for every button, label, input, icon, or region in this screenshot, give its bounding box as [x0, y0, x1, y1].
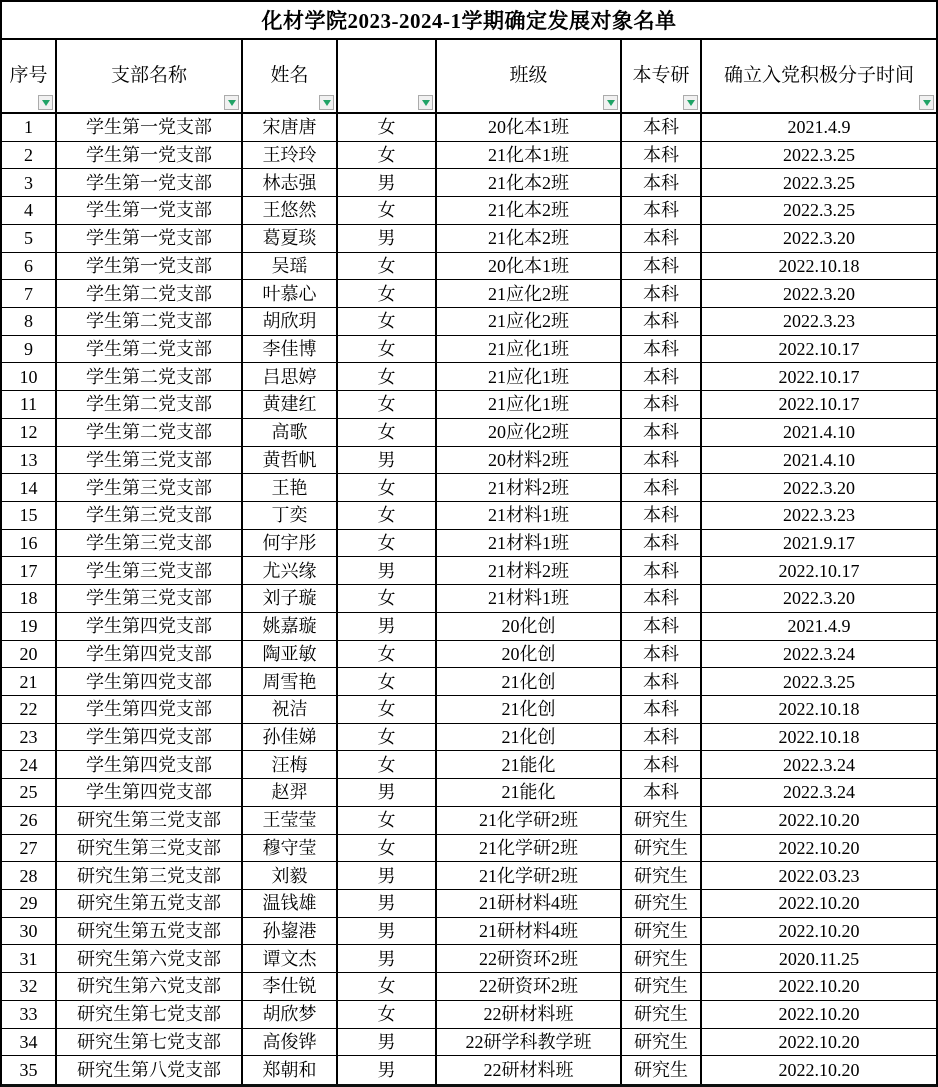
cell-date: 2022.10.20 — [702, 807, 936, 835]
cell-name: 高歌 — [243, 419, 338, 447]
cell-branch: 研究生第七党支部 — [57, 1001, 243, 1029]
cell-index: 5 — [2, 225, 57, 253]
cell-branch: 学生第一党支部 — [57, 169, 243, 197]
cell-class: 20化本1班 — [437, 114, 622, 142]
cell-gender: 女 — [338, 724, 437, 752]
cell-class: 21化本2班 — [437, 225, 622, 253]
cell-name: 王玲玲 — [243, 142, 338, 170]
cell-date: 2022.10.18 — [702, 253, 936, 281]
cell-branch: 学生第四党支部 — [57, 696, 243, 724]
page-title: 化材学院2023-2024-1学期确定发展对象名单 — [2, 2, 936, 40]
cell-name: 王艳 — [243, 474, 338, 502]
cell-date: 2022.3.25 — [702, 142, 936, 170]
cell-index: 9 — [2, 336, 57, 364]
cell-index: 7 — [2, 280, 57, 308]
cell-name: 刘毅 — [243, 862, 338, 890]
cell-level: 研究生 — [622, 862, 702, 890]
cell-index: 20 — [2, 641, 57, 669]
cell-class: 20应化2班 — [437, 419, 622, 447]
cell-branch: 研究生第三党支部 — [57, 835, 243, 863]
cell-date: 2022.3.25 — [702, 668, 936, 696]
cell-level: 本科 — [622, 225, 702, 253]
cell-level: 研究生 — [622, 918, 702, 946]
cell-gender: 女 — [338, 807, 437, 835]
cell-level: 本科 — [622, 142, 702, 170]
cell-level: 本科 — [622, 197, 702, 225]
cell-branch: 学生第一党支部 — [57, 114, 243, 142]
cell-branch: 研究生第三党支部 — [57, 862, 243, 890]
cell-level: 本科 — [622, 336, 702, 364]
column-header-label: 姓名 — [270, 64, 309, 86]
cell-date: 2022.3.20 — [702, 474, 936, 502]
cell-gender: 女 — [338, 363, 437, 391]
cell-gender: 男 — [338, 918, 437, 946]
cell-level: 本科 — [622, 779, 702, 807]
cell-name: 丁奕 — [243, 502, 338, 530]
cell-branch: 学生第二党支部 — [57, 308, 243, 336]
cell-branch: 学生第三党支部 — [57, 585, 243, 613]
cell-date: 2022.10.20 — [702, 835, 936, 863]
cell-level: 本科 — [622, 724, 702, 752]
cell-date: 2022.10.18 — [702, 724, 936, 752]
cell-class: 21材料1班 — [437, 585, 622, 613]
column-header-branch — [57, 40, 243, 112]
cell-class: 21化学研2班 — [437, 862, 622, 890]
cell-name: 宋唐唐 — [243, 114, 338, 142]
cell-index: 3 — [2, 169, 57, 197]
cell-date: 2022.3.24 — [702, 641, 936, 669]
cell-branch: 学生第一党支部 — [57, 142, 243, 170]
cell-gender: 男 — [338, 890, 437, 918]
cell-gender: 女 — [338, 530, 437, 558]
cell-date: 2022.10.20 — [702, 973, 936, 1001]
cell-date: 2021.4.10 — [702, 419, 936, 447]
filter-arrow-down-icon — [923, 100, 931, 106]
cell-branch: 学生第四党支部 — [57, 613, 243, 641]
cell-branch: 研究生第三党支部 — [57, 807, 243, 835]
cell-name: 陶亚敏 — [243, 641, 338, 669]
cell-branch: 学生第一党支部 — [57, 253, 243, 281]
cell-level: 本科 — [622, 363, 702, 391]
cell-gender: 女 — [338, 668, 437, 696]
filter-arrow-down-icon — [42, 100, 50, 106]
cell-gender: 男 — [338, 779, 437, 807]
cell-class: 21化学研2班 — [437, 835, 622, 863]
cell-level: 研究生 — [622, 890, 702, 918]
cell-level: 研究生 — [622, 945, 702, 973]
cell-class: 20化本1班 — [437, 253, 622, 281]
cell-level: 本科 — [622, 613, 702, 641]
cell-level: 本科 — [622, 419, 702, 447]
cell-class: 22研学科教学班 — [437, 1029, 622, 1057]
cell-index: 29 — [2, 890, 57, 918]
cell-branch: 学生第二党支部 — [57, 280, 243, 308]
cell-level: 本科 — [622, 474, 702, 502]
cell-level: 本科 — [622, 280, 702, 308]
cell-index: 35 — [2, 1056, 57, 1084]
cell-name: 周雪艳 — [243, 668, 338, 696]
column-header-label: 支部名称 — [110, 64, 187, 86]
cell-date: 2021.9.17 — [702, 530, 936, 558]
cell-branch: 研究生第五党支部 — [57, 918, 243, 946]
cell-name: 穆守莹 — [243, 835, 338, 863]
cell-branch: 学生第二党支部 — [57, 336, 243, 364]
cell-level: 研究生 — [622, 835, 702, 863]
cell-level: 本科 — [622, 391, 702, 419]
cell-gender: 女 — [338, 696, 437, 724]
cell-level: 本科 — [622, 114, 702, 142]
cell-class: 21材料1班 — [437, 530, 622, 558]
cell-name: 高俊铧 — [243, 1029, 338, 1057]
cell-name: 孙鋆港 — [243, 918, 338, 946]
cell-class: 21能化 — [437, 779, 622, 807]
cell-gender: 女 — [338, 751, 437, 779]
cell-date: 2022.3.20 — [702, 225, 936, 253]
cell-class: 21应化1班 — [437, 363, 622, 391]
cell-index: 1 — [2, 114, 57, 142]
cell-index: 10 — [2, 363, 57, 391]
cell-level: 本科 — [622, 668, 702, 696]
cell-class: 21能化 — [437, 751, 622, 779]
cell-class: 21材料2班 — [437, 474, 622, 502]
cell-name: 胡欣梦 — [243, 1001, 338, 1029]
filter-arrow-down-icon — [228, 100, 236, 106]
cell-class: 20化创 — [437, 613, 622, 641]
cell-date: 2022.3.25 — [702, 197, 936, 225]
cell-class: 21应化1班 — [437, 391, 622, 419]
cell-name: 李佳博 — [243, 336, 338, 364]
cell-branch: 学生第三党支部 — [57, 530, 243, 558]
cell-name: 赵羿 — [243, 779, 338, 807]
column-header-level — [622, 40, 702, 112]
cell-level: 本科 — [622, 585, 702, 613]
cell-class: 21化本2班 — [437, 197, 622, 225]
cell-class: 22研资环2班 — [437, 973, 622, 1001]
cell-level: 研究生 — [622, 1029, 702, 1057]
filter-dropdown-button[interactable] — [683, 95, 698, 110]
cell-class: 22研材料班 — [437, 1001, 622, 1029]
cell-branch: 研究生第六党支部 — [57, 945, 243, 973]
cell-name: 尤兴缘 — [243, 557, 338, 585]
cell-name: 黄建红 — [243, 391, 338, 419]
cell-name: 何宇彤 — [243, 530, 338, 558]
cell-branch: 学生第三党支部 — [57, 447, 243, 475]
cell-name: 刘子璇 — [243, 585, 338, 613]
cell-index: 18 — [2, 585, 57, 613]
cell-gender: 女 — [338, 197, 437, 225]
cell-date: 2021.4.9 — [702, 114, 936, 142]
filter-dropdown-button[interactable] — [224, 95, 239, 110]
filter-dropdown-button[interactable] — [319, 95, 334, 110]
cell-gender: 女 — [338, 1001, 437, 1029]
cell-index: 22 — [2, 696, 57, 724]
cell-index: 31 — [2, 945, 57, 973]
cell-gender: 女 — [338, 835, 437, 863]
cell-name: 姚嘉璇 — [243, 613, 338, 641]
cell-name: 李仕锐 — [243, 973, 338, 1001]
cell-branch: 学生第四党支部 — [57, 751, 243, 779]
cell-date: 2022.3.24 — [702, 779, 936, 807]
cell-date: 2022.10.20 — [702, 918, 936, 946]
cell-gender: 女 — [338, 502, 437, 530]
cell-branch: 学生第二党支部 — [57, 363, 243, 391]
cell-gender: 男 — [338, 613, 437, 641]
cell-level: 研究生 — [622, 1001, 702, 1029]
cell-branch: 学生第二党支部 — [57, 391, 243, 419]
cell-class: 20材料2班 — [437, 447, 622, 475]
cell-gender: 男 — [338, 557, 437, 585]
column-header-label: 确立入党积极分子时间 — [723, 64, 914, 86]
cell-class: 21化本1班 — [437, 142, 622, 170]
column-header-date — [702, 40, 936, 112]
cell-gender: 女 — [338, 641, 437, 669]
cell-date: 2022.3.24 — [702, 751, 936, 779]
column-header-label: 本专研 — [632, 64, 690, 86]
cell-class: 21材料1班 — [437, 502, 622, 530]
cell-index: 11 — [2, 391, 57, 419]
cell-class: 21研材料4班 — [437, 890, 622, 918]
cell-class: 21化创 — [437, 724, 622, 752]
cell-index: 25 — [2, 779, 57, 807]
header-row — [2, 40, 936, 114]
cell-branch: 学生第四党支部 — [57, 668, 243, 696]
cell-date: 2022.3.25 — [702, 169, 936, 197]
cell-name: 温钱雄 — [243, 890, 338, 918]
cell-branch: 研究生第五党支部 — [57, 890, 243, 918]
filter-arrow-down-icon — [607, 100, 615, 106]
cell-class: 22研资环2班 — [437, 945, 622, 973]
cell-name: 孙佳娣 — [243, 724, 338, 752]
cell-branch: 研究生第八党支部 — [57, 1056, 243, 1084]
cell-branch: 研究生第六党支部 — [57, 973, 243, 1001]
cell-gender: 男 — [338, 169, 437, 197]
cell-date: 2022.3.20 — [702, 280, 936, 308]
cell-class: 21化创 — [437, 696, 622, 724]
cell-index: 15 — [2, 502, 57, 530]
cell-level: 本科 — [622, 502, 702, 530]
cell-date: 2022.3.23 — [702, 502, 936, 530]
column-header-label: 班级 — [509, 64, 548, 86]
cell-index: 28 — [2, 862, 57, 890]
cell-level: 研究生 — [622, 1056, 702, 1084]
cell-branch: 学生第三党支部 — [57, 557, 243, 585]
cell-name: 吕思婷 — [243, 363, 338, 391]
cell-class: 21材料2班 — [437, 557, 622, 585]
cell-date: 2022.03.23 — [702, 862, 936, 890]
cell-name: 黄哲帆 — [243, 447, 338, 475]
filter-dropdown-button[interactable] — [38, 95, 53, 110]
cell-branch: 学生第二党支部 — [57, 419, 243, 447]
cell-index: 19 — [2, 613, 57, 641]
cell-level: 本科 — [622, 253, 702, 281]
cell-branch: 学生第一党支部 — [57, 225, 243, 253]
cell-date: 2022.10.17 — [702, 363, 936, 391]
cell-date: 2022.10.20 — [702, 890, 936, 918]
cell-name: 王悠然 — [243, 197, 338, 225]
cell-index: 6 — [2, 253, 57, 281]
cell-index: 17 — [2, 557, 57, 585]
cell-index: 21 — [2, 668, 57, 696]
cell-level: 本科 — [622, 169, 702, 197]
cell-gender: 男 — [338, 225, 437, 253]
cell-branch: 学生第四党支部 — [57, 641, 243, 669]
filter-dropdown-button[interactable] — [919, 95, 934, 110]
cell-gender: 男 — [338, 862, 437, 890]
cell-index: 14 — [2, 474, 57, 502]
cell-name: 胡欣玥 — [243, 308, 338, 336]
cell-gender: 男 — [338, 945, 437, 973]
cell-branch: 学生第三党支部 — [57, 474, 243, 502]
cell-level: 研究生 — [622, 973, 702, 1001]
cell-level: 本科 — [622, 696, 702, 724]
cell-gender: 男 — [338, 1056, 437, 1084]
cell-date: 2021.4.10 — [702, 447, 936, 475]
cell-class: 21研材料4班 — [437, 918, 622, 946]
cell-gender: 男 — [338, 1029, 437, 1057]
cell-branch: 学生第三党支部 — [57, 502, 243, 530]
cell-index: 27 — [2, 835, 57, 863]
filter-arrow-down-icon — [687, 100, 695, 106]
cell-index: 23 — [2, 724, 57, 752]
cell-name: 吴瑶 — [243, 253, 338, 281]
cell-date: 2021.4.9 — [702, 613, 936, 641]
cell-name: 汪梅 — [243, 751, 338, 779]
cell-gender: 女 — [338, 585, 437, 613]
cell-level: 本科 — [622, 447, 702, 475]
cell-name: 谭文杰 — [243, 945, 338, 973]
cell-index: 26 — [2, 807, 57, 835]
filter-arrow-down-icon — [323, 100, 331, 106]
filter-dropdown-button[interactable] — [603, 95, 618, 110]
cell-branch: 学生第四党支部 — [57, 779, 243, 807]
column-header-index — [2, 40, 57, 112]
cell-branch: 学生第一党支部 — [57, 197, 243, 225]
cell-gender: 女 — [338, 253, 437, 281]
cell-class: 21应化2班 — [437, 280, 622, 308]
cell-index: 24 — [2, 751, 57, 779]
cell-name: 郑朝和 — [243, 1056, 338, 1084]
cell-index: 30 — [2, 918, 57, 946]
cell-gender: 女 — [338, 419, 437, 447]
cell-gender: 女 — [338, 280, 437, 308]
cell-level: 本科 — [622, 751, 702, 779]
cell-gender: 女 — [338, 391, 437, 419]
cell-class: 21应化1班 — [437, 336, 622, 364]
cell-branch: 学生第四党支部 — [57, 724, 243, 752]
cell-class: 21化创 — [437, 668, 622, 696]
cell-index: 34 — [2, 1029, 57, 1057]
cell-index: 32 — [2, 973, 57, 1001]
cell-date: 2022.3.20 — [702, 585, 936, 613]
cell-gender: 女 — [338, 336, 437, 364]
cell-date: 2022.3.23 — [702, 308, 936, 336]
cell-name: 叶慕心 — [243, 280, 338, 308]
cell-index: 33 — [2, 1001, 57, 1029]
cell-name: 林志强 — [243, 169, 338, 197]
cell-level: 研究生 — [622, 807, 702, 835]
cell-gender: 女 — [338, 142, 437, 170]
cell-gender: 女 — [338, 114, 437, 142]
cell-class: 20化创 — [437, 641, 622, 669]
cell-class: 21化本2班 — [437, 169, 622, 197]
cell-branch: 研究生第七党支部 — [57, 1029, 243, 1057]
cell-gender: 男 — [338, 447, 437, 475]
cell-level: 本科 — [622, 557, 702, 585]
filter-arrow-down-icon — [422, 100, 430, 106]
cell-index: 4 — [2, 197, 57, 225]
cell-name: 葛夏琰 — [243, 225, 338, 253]
cell-level: 本科 — [622, 308, 702, 336]
cell-name: 祝洁 — [243, 696, 338, 724]
cell-class: 21应化2班 — [437, 308, 622, 336]
cell-index: 8 — [2, 308, 57, 336]
filter-dropdown-button[interactable] — [418, 95, 433, 110]
cell-class: 22研材料班 — [437, 1056, 622, 1084]
cell-index: 12 — [2, 419, 57, 447]
cell-gender: 女 — [338, 474, 437, 502]
cell-level: 本科 — [622, 530, 702, 558]
cell-date: 2022.10.20 — [702, 1029, 936, 1057]
cell-gender: 女 — [338, 308, 437, 336]
cell-date: 2022.10.20 — [778, 1060, 860, 1081]
cell-index: 13 — [2, 447, 57, 475]
cell-date: 2020.11.25 — [702, 945, 936, 973]
cell-index: 2 — [2, 142, 57, 170]
cell-gender: 女 — [338, 973, 437, 1001]
cell-date: 2022.10.18 — [702, 696, 936, 724]
cell-date: 2022.10.17 — [702, 336, 936, 364]
cell-date: 2022.10.17 — [702, 391, 936, 419]
cell-name: 王莹莹 — [243, 807, 338, 835]
column-header-name — [243, 40, 338, 112]
table-body — [2, 114, 936, 1084]
cell-date: 2022.10.17 — [702, 557, 936, 585]
column-header-class — [437, 40, 622, 112]
column-header-gender — [338, 40, 437, 112]
cell-level: 本科 — [622, 641, 702, 669]
cell-class: 21化学研2班 — [437, 807, 622, 835]
cell-date: 2022.10.20 — [702, 1001, 936, 1029]
cell-index: 16 — [2, 530, 57, 558]
column-header-label: 序号 — [9, 64, 48, 86]
